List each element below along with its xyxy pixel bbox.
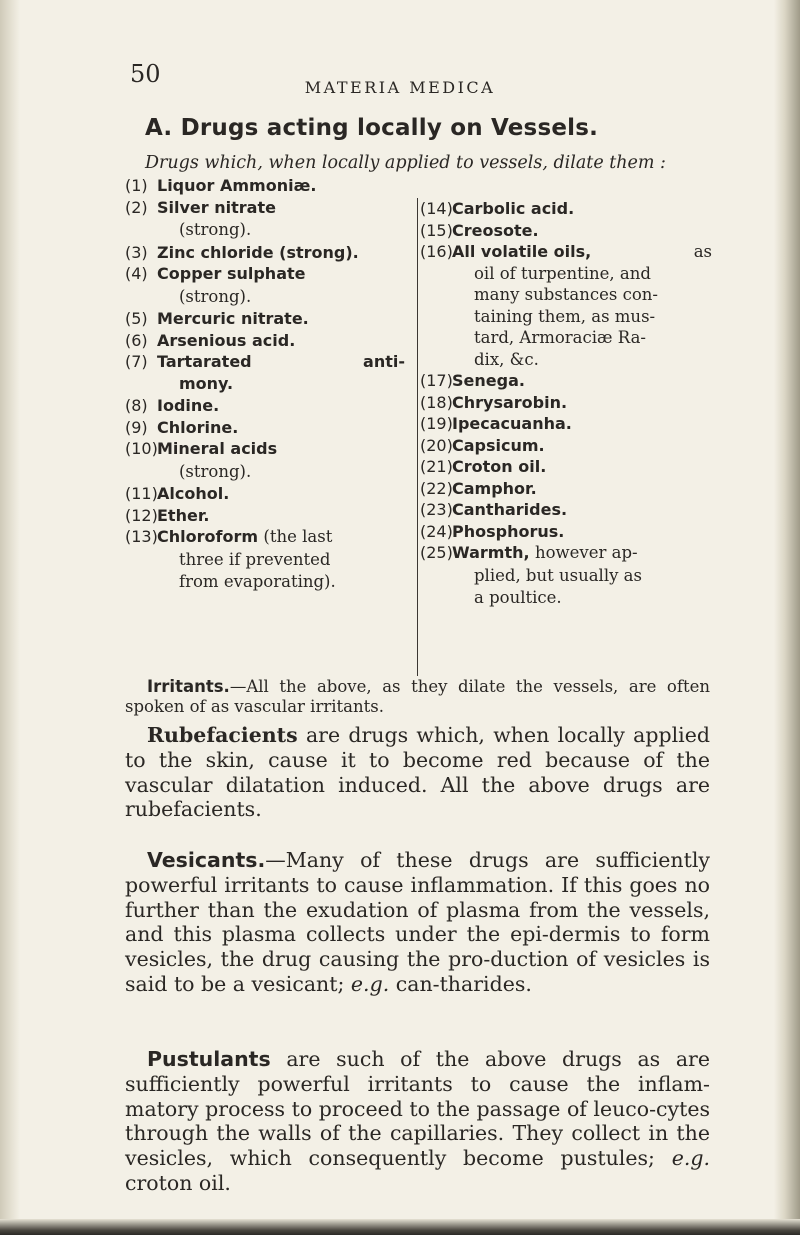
list-item: (24) Phosphorus. (420, 521, 565, 541)
page-edge-right (774, 0, 800, 1235)
list-item: (9) Chlorine. (125, 417, 239, 437)
list-item: (3) Zinc chloride (strong). (125, 242, 359, 262)
list-item: (14) Carbolic acid. (420, 199, 575, 218)
list-item: (6) Arsenious acid. (125, 330, 296, 350)
list-item: (15) Creosote. (420, 220, 539, 240)
list-item: (7) Tartarated anti- mony. (125, 352, 405, 393)
list-item: (5) Mercuric nitrate. (125, 309, 309, 328)
rubefacients-paragraph: Rubefacients are drugs which, when locally applied to the skin, cause it to become red because of the vascular dilatation induced. All the above drugs are rubefacients. (125, 723, 710, 822)
list-item: (16) All volatile oils, as oil of turpentine, and many substances con- taining them, as mus- tard, Armoraciæ Ra- dix, &c. (420, 242, 712, 369)
list-item: (11) Alcohol. (125, 484, 230, 503)
list-item: (25) Warmth, however ap- plied, but usually as a poultice. (420, 543, 642, 607)
running-head: MATERIA MEDICA (304, 78, 496, 97)
vesicants-paragraph: Vesicants.—Many of these drugs are sufficiently powerful irritants to cause inflammation. If this goes no further than the exudation of plasma from the vessels, and this plasma collects under the epi-dermis to form vesicles, the drug causing the pro-duction of vesicles is said to be a vesicant; e.g. can-tharides. (125, 848, 710, 996)
list-item: (2) Silver nitrate (strong). (125, 197, 276, 239)
list-item: (8) Iodine. (125, 396, 220, 415)
drug-list-left (125, 175, 405, 594)
list-item: (21) Croton oil. (420, 457, 547, 476)
list-item: (22) Camphor. (420, 478, 537, 498)
list-item: (12) Ether. (125, 505, 210, 525)
list-item: (19) Ipecacuanha. (420, 414, 572, 433)
column-divider (417, 198, 418, 676)
list-item: (13) Chloroform (the last three if prevented from evaporating). (125, 527, 336, 591)
section-intro: Drugs which, when locally applied to vessels, dilate them : (145, 153, 666, 173)
drug-list-right (420, 198, 712, 610)
list-item: (10) Mineral acids (strong). (125, 439, 278, 481)
page-number: 50 (130, 60, 161, 88)
irritants-paragraph: Irritants.—All the above, as they dilate the vessels, are often spoken of as vascular irritants. (125, 677, 710, 716)
section-heading: A. Drugs acting locally on Vessels. (145, 115, 599, 141)
list-item: (18) Chrysarobin. (420, 392, 568, 412)
page-edge-bottom (0, 1219, 800, 1235)
list-item: (23) Cantharides. (420, 500, 568, 519)
pustulants-paragraph: Pustulants are such of the above drugs as are sufficiently powerful irritants to cause the inflam-matory process to proceed to the passage of leuco-cytes through the walls of the capillaries. They collect in the vesicles, which consequently become pustules; e.g. croton oil. (125, 1047, 710, 1195)
page-binding-left (0, 0, 20, 1235)
list-item: (1) Liquor Ammoniæ. (125, 176, 317, 195)
list-item: (17) Senega. (420, 371, 525, 390)
list-item: (20) Capsicum. (420, 435, 545, 455)
list-item: (4) Copper sulphate (strong). (125, 264, 306, 306)
